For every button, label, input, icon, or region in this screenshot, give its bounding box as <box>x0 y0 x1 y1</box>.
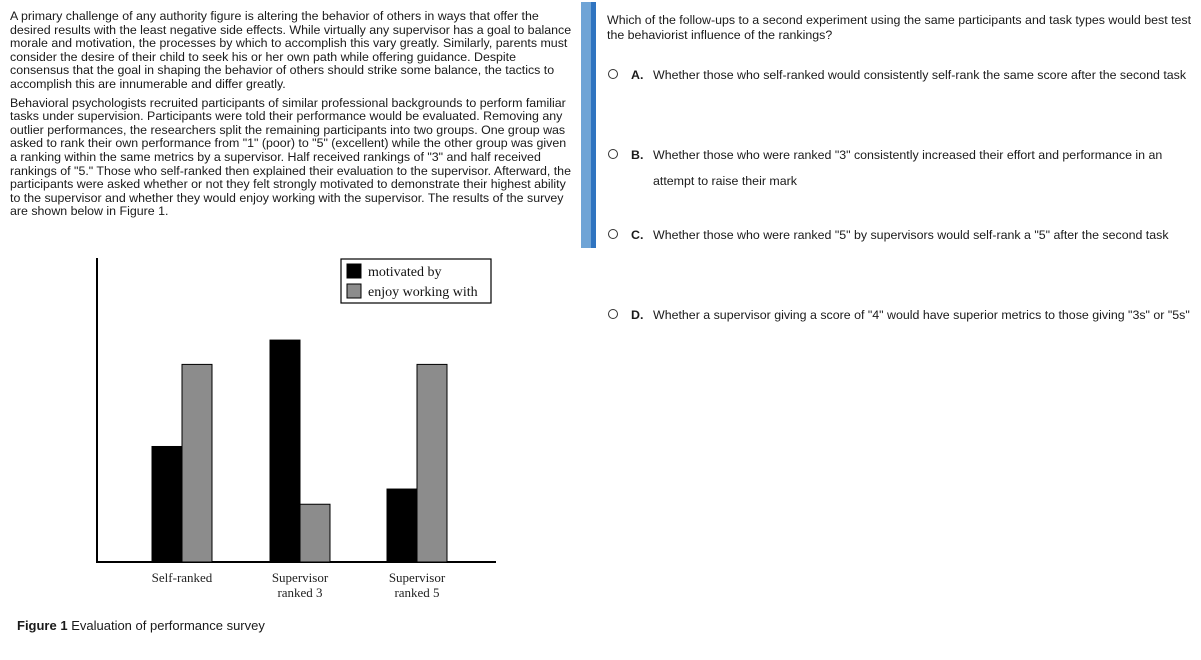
legend-label-0: motivated by <box>368 265 442 280</box>
figure-caption-text: Evaluation of performance survey <box>71 618 265 633</box>
option-text-c: Whether those who were ranked "5" by supervisors would self-rank a "5" after the second task <box>653 228 1169 242</box>
radio-button-c[interactable] <box>608 229 618 239</box>
bar-enjoy-0 <box>182 364 212 562</box>
radio-button-d[interactable] <box>608 309 618 319</box>
legend-swatch-1 <box>347 284 361 298</box>
radio-button-a[interactable] <box>608 69 618 79</box>
passage-question-divider <box>581 2 596 248</box>
figure-caption <box>17 618 265 633</box>
passage <box>10 10 576 224</box>
option-letter-c: C. <box>631 228 644 242</box>
bar-chart-svg <box>96 258 496 562</box>
figure-1-chart <box>96 258 496 562</box>
option-letter-a: A. <box>631 68 644 82</box>
bar-motivated-1 <box>270 340 300 562</box>
x-tick-label-0: Self-ranked <box>151 570 213 585</box>
legend-swatch-0 <box>347 264 361 278</box>
x-tick-label-2: Supervisor ranked 5 <box>388 570 446 600</box>
bar-motivated-2 <box>387 489 417 562</box>
passage-paragraph-2: Behavioral psychologists recruited participants of similar professional backgrounds to perform familiar tasks under supervision. Participants were told their performance would be evaluated. Removing any outlier performances, the researchers split the remaining participants into two groups. One group was asked to rank their own performance from "1" (poor) to "5" (excellent) while the other group was given a ranking within the same metrics by a supervisor. Half received rankings of "3" and half received rankings of "5." Those who self-ranked then explained their evaluation to the supervisor. Afterward, the participants were asked whether or not they felt strongly motivated to demonstrate their highest ability to the supervisor and whether they would enjoy working with the supervisor. The results of the survey are shown below in Figure 1. <box>10 95 571 219</box>
legend-label-1: enjoy working with <box>368 285 478 300</box>
option-text-a: Whether those who self-ranked would consistently self-rank the same score after the second task <box>653 68 1187 82</box>
figure-caption-label: Figure 1 <box>17 618 68 633</box>
x-tick-label-1: Supervisor ranked 3 <box>271 570 329 600</box>
option-text-b: Whether those who were ranked "3" consistently increased their effort and performance in an attempt to raise their mark <box>653 148 1163 188</box>
bar-enjoy-2 <box>417 364 447 562</box>
option-letter-b: B. <box>631 148 644 162</box>
bar-motivated-0 <box>152 446 182 562</box>
passage-paragraph-1: A primary challenge of any authority figure is altering the behavior of others in ways that offer the desired results with the least negative side effects. While virtually any supervisor has a goal to balance morale and motivation, the processes by which to accomplish this vary greatly. Similarly, parents must consider the desire of their child to seek his or her own path while offering guidance. Despite consensus that the goal in shaping the behavior of others should strike some balance, the tactics to accomplish this are innumerable and differ greatly. <box>10 9 572 91</box>
option-letter-d: D. <box>631 308 644 322</box>
bar-enjoy-1 <box>300 504 330 562</box>
question-text: Which of the follow-ups to a second experiment using the same participants and task types would best test the behaviorist influence of the rankings? <box>607 13 1192 42</box>
option-text-d: Whether a supervisor giving a score of "4" would have superior metrics to those giving "3s" or "5s" <box>653 308 1190 322</box>
radio-button-b[interactable] <box>608 149 618 159</box>
